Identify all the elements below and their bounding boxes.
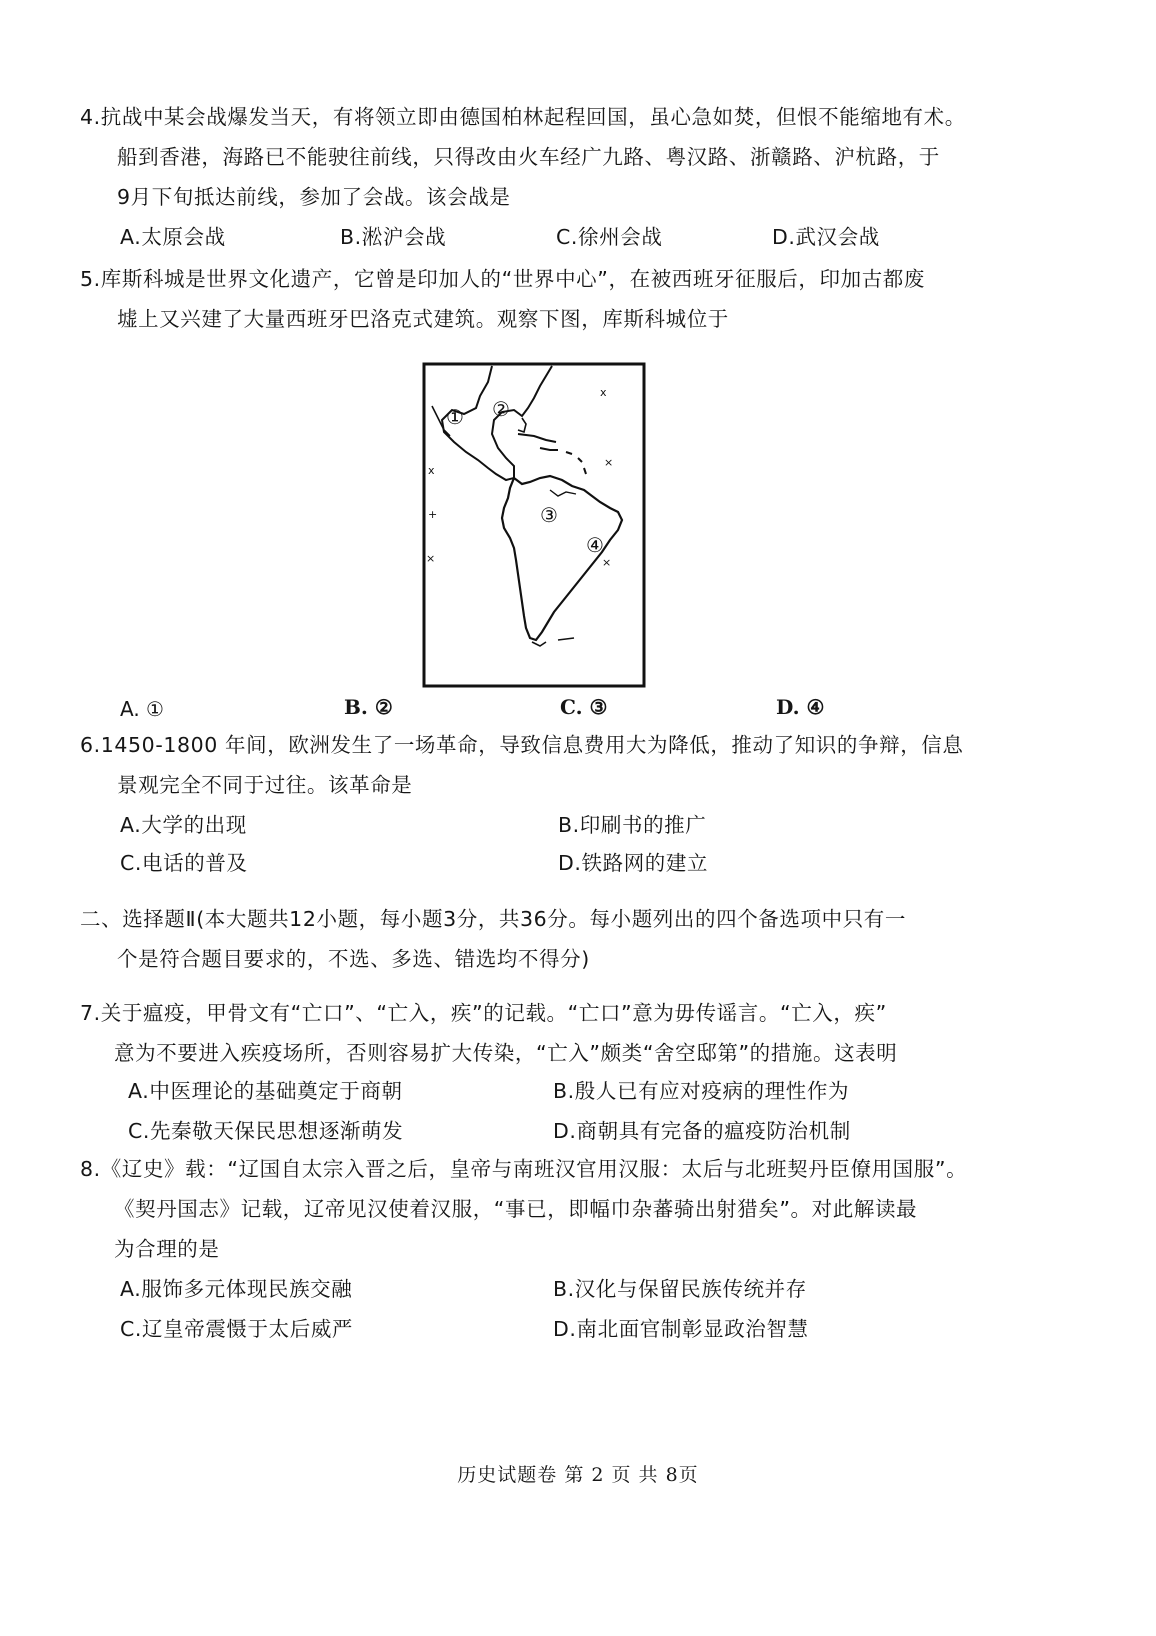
- section-2-heading-line-1: 二、选择题Ⅱ(本大题共12小题，每小题3分，共36分。每小题列出的四个备选项中只有一: [80, 907, 906, 931]
- q6-option-b: B.印刷书的推广: [558, 813, 707, 837]
- q8-option-c: C.辽皇帝震慑于太后威严: [120, 1317, 354, 1341]
- q8-stem-line-1: 8.《辽史》载：“辽国自太宗入晋之后，皇帝与南班汉官用汉服：太后与北班契丹臣僚用国服”。: [80, 1157, 968, 1181]
- q4-option-d: D.武汉会战: [772, 225, 880, 249]
- q4-option-b: B.淞沪会战: [340, 225, 447, 249]
- q4-stem-line-1: 4.抗战中某会战爆发当天，有将领立即由德国柏林起程回国，虽心急如焚，但恨不能缩地有术。: [80, 105, 966, 129]
- q6-stem-line-1: 6.1450-1800 年间，欧洲发生了一场革命，导致信息费用大为降低，推动了知识的争辩，信息: [80, 733, 964, 757]
- q7-stem-line-2: 意为不要进入疾疫场所，否则容易扩大传染，“亡入”颇类“舍空邸第”的措施。这表明: [114, 1041, 898, 1065]
- q6-option-d: D.铁路网的建立: [558, 851, 709, 875]
- ocean-mark: x: [428, 464, 435, 477]
- q4-option-a: A.太原会战: [120, 225, 226, 249]
- q5-stem-line-2: 墟上又兴建了大量西班牙巴洛克式建筑。观察下图，库斯科城位于: [117, 307, 729, 331]
- map-marker-1: ①: [446, 405, 464, 429]
- ocean-mark: +: [428, 508, 438, 521]
- ocean-mark: ×: [602, 556, 612, 569]
- q4-option-c: C.徐州会战: [556, 225, 663, 249]
- q8-option-b: B.汉化与保留民族传统并存: [553, 1277, 807, 1301]
- ocean-mark: ×: [604, 456, 614, 469]
- q5-option-d: D. ④: [776, 695, 825, 719]
- q4-stem-line-3: 9月下旬抵达前线，参加了会战。该会战是: [117, 185, 511, 209]
- map-marker-4: ④: [586, 533, 604, 557]
- q5-option-a: A. ①: [120, 697, 164, 721]
- map-marker-2: ②: [492, 397, 510, 421]
- ocean-mark: ×: [426, 552, 436, 565]
- q5-option-c: C. ③: [560, 695, 608, 719]
- map-figure: [422, 362, 646, 688]
- section-2-heading-line-2: 个是符合题目要求的，不选、多选、错选均不得分): [117, 947, 590, 971]
- q8-stem-line-2: 《契丹国志》记载，辽帝见汉使着汉服，“事已，即幅巾杂蕃骑出射猎矣”。对此解读最: [114, 1197, 918, 1221]
- page-footer: 历史试题卷 第 2 页 共 8页: [457, 1464, 699, 1486]
- q6-stem-line-2: 景观完全不同于过往。该革命是: [117, 773, 413, 797]
- q8-option-a: A.服饰多元体现民族交融: [120, 1277, 353, 1301]
- q7-option-b: B.殷人已有应对疫病的理性作为: [553, 1079, 850, 1103]
- q7-option-d: D.商朝具有完备的瘟疫防治机制: [553, 1119, 851, 1143]
- q8-option-d: D.南北面官制彰显政治智慧: [553, 1317, 809, 1341]
- q5-stem-line-1: 5.库斯科城是世界文化遗产，它曾是印加人的“世界中心”，在被西班牙征服后，印加古都废: [80, 267, 925, 291]
- q4-stem-line-2: 船到香港，海路已不能驶往前线，只得改由火车经广九路、粤汉路、浙赣路、沪杭路，于: [117, 145, 940, 169]
- map-marker-3: ③: [540, 503, 558, 527]
- q8-stem-line-3: 为合理的是: [114, 1237, 220, 1261]
- q5-option-b: B. ②: [344, 695, 393, 719]
- q6-option-a: A.大学的出现: [120, 813, 247, 837]
- q7-stem-line-1: 7.关于瘟疫，甲骨文有“亡口”、“亡入，疾”的记载。“亡口”意为毋传谣言。“亡入，疾”: [80, 1001, 887, 1025]
- latin-america-map: [422, 362, 646, 688]
- ocean-mark: x: [600, 386, 607, 399]
- q7-option-c: C.先秦敬天保民思想逐渐萌发: [128, 1119, 404, 1143]
- q6-option-c: C.电话的普及: [120, 851, 248, 875]
- q7-option-a: A.中医理论的基础奠定于商朝: [128, 1079, 403, 1103]
